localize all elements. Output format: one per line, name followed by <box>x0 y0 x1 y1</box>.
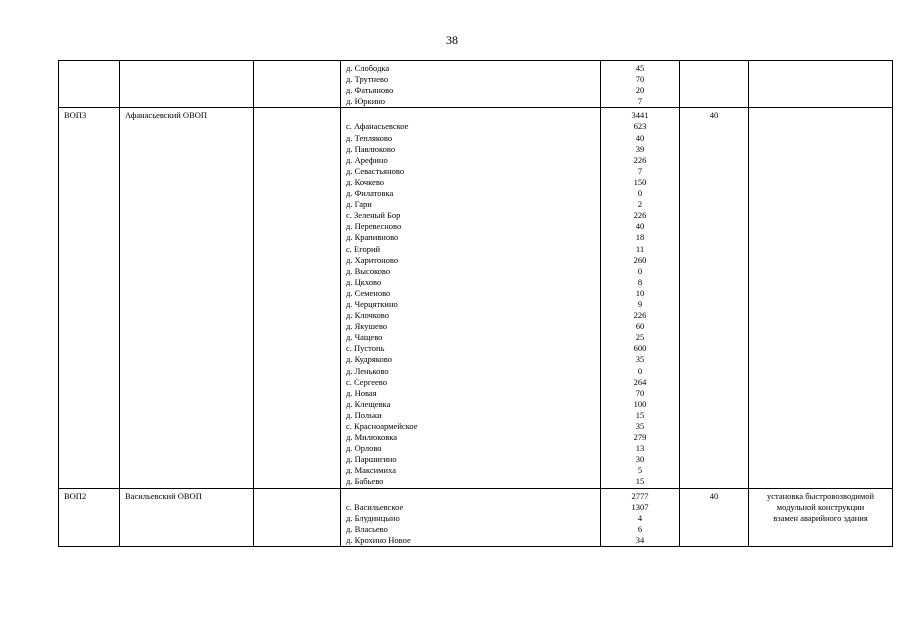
settlement-name: д. Власьево <box>346 523 388 534</box>
table-row <box>59 488 893 546</box>
settlement-population: 35 <box>635 354 645 365</box>
settlement-population: 0 <box>637 365 643 376</box>
settlement-name: д. Филатовка <box>346 188 394 199</box>
settlement-population: 150 <box>633 176 647 187</box>
distance-cell: 40 <box>680 108 749 488</box>
settlement-population: 18 <box>635 232 645 243</box>
settlement-name: с. Зеленый Бор <box>346 210 401 221</box>
spacer-line <box>346 491 600 502</box>
settlement-population: 226 <box>633 210 647 221</box>
note-line: взамен аварийного здания <box>773 512 868 523</box>
settlement-population: 264 <box>633 376 647 387</box>
settlement-name: д. Харитоново <box>346 254 399 265</box>
settlement-name: д. Блудинцыно <box>346 512 400 523</box>
settlements-cell <box>341 108 601 488</box>
page-number: 38 <box>446 33 458 47</box>
settlement-population: 623 <box>633 121 647 132</box>
settlement-name: д. Крохино Новое <box>346 534 411 545</box>
settlement-name: д. Семеново <box>346 287 391 298</box>
settlement-name: с. Пустопь <box>346 343 385 354</box>
settlement-name: с. Сергеево <box>346 376 387 387</box>
population-total: 2777 <box>631 490 649 501</box>
facility-name <box>120 61 254 108</box>
settlement-name: с. Красноармейское <box>346 421 418 431</box>
settlement-population: 15 <box>635 409 645 420</box>
settlement-population: 30 <box>635 454 645 465</box>
settlement-name: д. Леньково <box>346 365 389 376</box>
settlement-name: д. Гари <box>346 199 372 210</box>
settlement-population: 39 <box>635 143 645 154</box>
settlement-name: д. Крапивново <box>346 232 399 243</box>
settlement-name: с. Егорий <box>346 243 381 254</box>
facility-code: ВОП3 <box>59 108 120 488</box>
settlement-name: д. Черцяткино <box>346 298 398 309</box>
settlement-population: 1307 <box>631 501 649 512</box>
note-cell <box>749 108 893 488</box>
settlement-name: д. Новая <box>346 387 377 398</box>
settlement-population: 10 <box>635 287 645 298</box>
settlement-name: с. Васильевское <box>346 501 404 512</box>
note-line: модульной конструкции <box>776 501 865 512</box>
empty-cell <box>254 488 341 546</box>
settlement-population: 35 <box>635 421 645 431</box>
empty-cell <box>254 61 341 108</box>
settlement-name: д. Клочково <box>346 310 389 321</box>
settlement-name: д. Кудряково <box>346 354 392 365</box>
settlement-population: 0 <box>637 188 643 199</box>
spacer-line <box>346 110 600 121</box>
note-line: установка быстровозводимой <box>766 490 875 501</box>
settlement-name: д. Павлюково <box>346 143 396 154</box>
note-cell <box>749 488 893 546</box>
settlement-population: 34 <box>635 534 645 545</box>
settlement-population: 2 <box>637 199 643 210</box>
settlements-cell <box>341 61 601 108</box>
settlement-name: д. Орлово <box>346 443 382 454</box>
settlement-name: д. Чащево <box>346 332 383 343</box>
population-total: 3441 <box>631 110 649 121</box>
facility-name: Афанасьевский ОВОП <box>120 108 254 488</box>
settlement-population: 226 <box>633 154 647 165</box>
table-row <box>59 61 893 108</box>
settlement-name: д. Максимиха <box>346 465 396 476</box>
distance-cell <box>680 61 749 108</box>
population-cell <box>601 488 680 546</box>
settlement-population: 20 <box>635 85 645 96</box>
population-cell <box>601 108 680 488</box>
facility-name: Васильевский ОВОП <box>120 488 254 546</box>
settlement-name: д. Цкхово <box>346 276 382 287</box>
table-row <box>59 108 893 488</box>
facility-code: ВОП2 <box>59 488 120 546</box>
settlement-name: д. Клещевка <box>346 398 391 409</box>
table-body <box>59 61 893 547</box>
facility-code <box>59 61 120 108</box>
settlement-population: 13 <box>635 443 645 454</box>
settlement-population: 6 <box>637 523 643 534</box>
settlement-name: д. Польки <box>346 409 382 420</box>
settlement-name: д. Паршигино <box>346 454 397 465</box>
settlement-population: 279 <box>633 432 647 443</box>
population-cell <box>601 61 680 108</box>
settlement-population: 4 <box>637 512 643 523</box>
empty-cell <box>254 108 341 488</box>
settlement-population: 60 <box>635 321 645 332</box>
settlement-population: 9 <box>637 298 643 309</box>
settlement-population: 40 <box>635 221 645 232</box>
settlement-population: 5 <box>637 465 643 476</box>
settlement-name: д. Тепляково <box>346 132 393 143</box>
settlement-population: 25 <box>635 332 645 343</box>
settlement-population: 70 <box>635 387 645 398</box>
settlement-name: д. Севастьяново <box>346 165 405 176</box>
settlement-name: д. Слободка <box>346 63 390 73</box>
facilities-table <box>58 60 893 547</box>
settlement-name: с. Афанасьевское <box>346 121 409 132</box>
settlements-cell <box>341 488 601 546</box>
settlement-population: 70 <box>635 74 645 85</box>
settlement-population: 100 <box>633 398 647 409</box>
settlement-name: д. Высоково <box>346 265 391 276</box>
settlement-population: 7 <box>637 165 643 176</box>
settlement-population: 0 <box>637 265 643 276</box>
settlement-name: д. Милюковка <box>346 432 398 443</box>
settlement-name: д. Юркино <box>346 96 386 107</box>
settlement-name: д. Перевесново <box>346 221 402 232</box>
settlement-population: 11 <box>635 243 645 254</box>
settlement-population: 7 <box>637 96 643 107</box>
settlement-population: 226 <box>633 310 647 321</box>
settlement-name: д. Фатьяново <box>346 85 394 96</box>
settlement-name: д. Якушево <box>346 321 388 332</box>
settlement-population: 45 <box>635 63 645 73</box>
settlement-name: д. Трутнево <box>346 74 389 85</box>
settlement-population: 260 <box>633 254 647 265</box>
settlement-name: д. Арефино <box>346 154 388 165</box>
settlement-population: 8 <box>637 276 643 287</box>
note-cell <box>749 61 893 108</box>
settlement-name: д. Кочкево <box>346 176 385 187</box>
settlement-population: 600 <box>633 343 647 354</box>
distance-cell: 40 <box>680 488 749 546</box>
settlement-population: 15 <box>635 476 645 487</box>
settlement-name: д. Бабьево <box>346 476 384 487</box>
settlement-population: 40 <box>635 132 645 143</box>
